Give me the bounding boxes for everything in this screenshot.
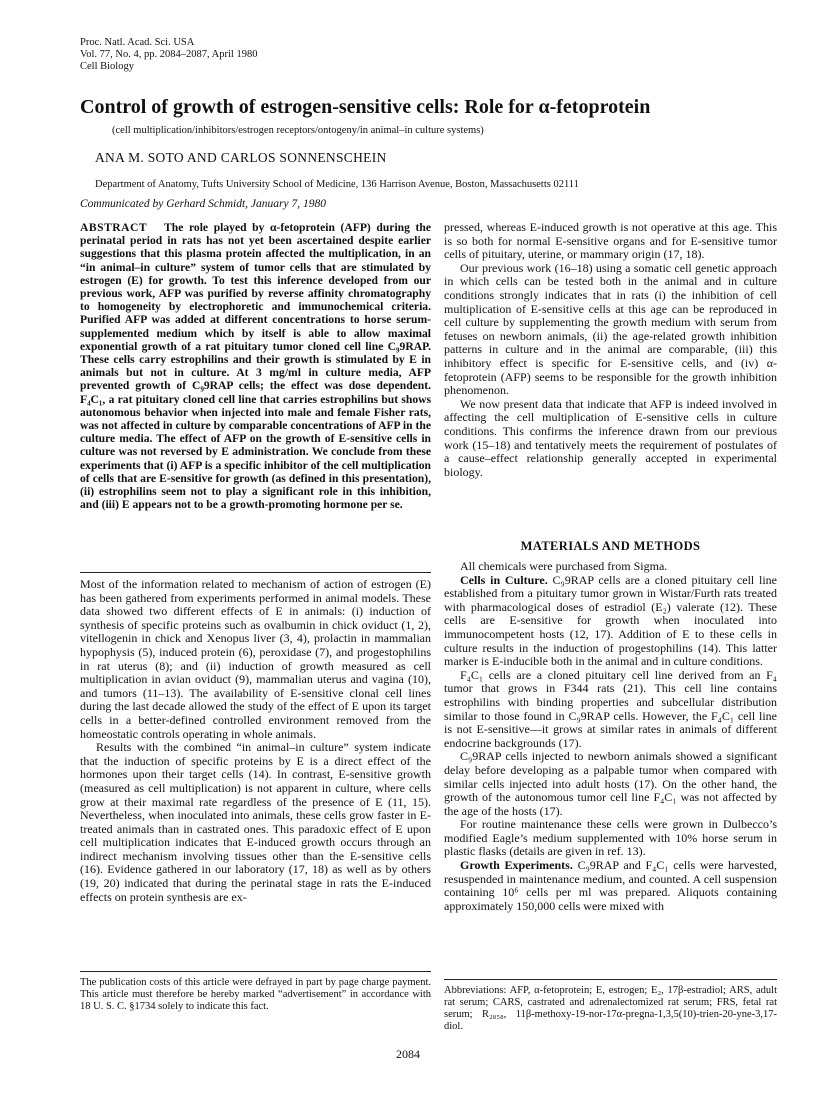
- abstract-label: ABSTRACT: [80, 221, 148, 234]
- journal-header: [80, 37, 257, 73]
- journal-name: Proc. Natl. Acad. Sci. USA: [80, 37, 195, 48]
- keywords: (cell multiplication/inhibitors/estrogen receptors/ontogeny/in animal–in culture systems): [112, 125, 484, 136]
- publication-cost-footnote: The publication costs of this article were defrayed in part by page charge payment. This article must therefore be hereby marked “advertisement” in accordance with 18 U. S. C. §1734 solely to indicate this fact.: [80, 977, 431, 1012]
- abstract: [80, 221, 431, 511]
- intro-paragraph-4: Our previous work (16–18) using a somatic cell genetic approach in which cells can be tested both in the animal and in culture conditions strongly indicates that in rats (i) the inhibition of cell multiplication of E-sensitive cells at this age can be reproduced in cell culture by supplementing the growth medium with serum from fetuses on newborn animals, (ii) the age-related growth inhibition patterns in culture and in the animal are comparable, (iii) this inhibitory effect is specific for E-sensitive cells, and (iv) α-fetoprotein (AFP) seems to be responsible for the growth inhibition phenomenon.: [444, 260, 777, 398]
- footnote-divider: [80, 971, 431, 972]
- communicated-by: Communicated by Gerhard Schmidt, January 7, 1980: [80, 198, 326, 210]
- subsection-heading: Growth Experiments.: [460, 858, 573, 873]
- methods-paragraph: For routine maintenance these cells were grown in Dulbecco’s modified Eagle’s medium supplemented with 10% horse serum in plastic flasks (details are given in ref. 13).: [444, 817, 777, 859]
- methods-section: [444, 560, 777, 913]
- methods-paragraph: All chemicals were purchased from Sigma.: [460, 559, 668, 573]
- affiliation: Department of Anatomy, Tufts University School of Medicine, 136 Harrison Avenue, Boston, Massachusetts 02111: [95, 179, 579, 190]
- abstract-text: The role played by α-fetoprotein (AFP) during the perinatal period in rats has not yet been ascertained despite earlier suggestions that this plasma protein affected the multiplication, in an “in animal–in culture” system of tumor cells that are stimulated by estrogen (E) for growth. To test this inference developed from our previous work, AFP was purified by reverse affinity chromatography to homogeneity by electrophoretic and immunochemical criteria. Purified AFP was added at different concentrations to horse serum-supplemented medium which by itself is able to allow maximal exponential growth of a rat pituitary tumor cloned cell line C₉9RAP. These cells carry estrophilins and their growth is stimulated by E in animals but not in culture. At 3 mg/ml in culture media, AFP prevented growth of C₉9RAP cells; the effect was dose dependent. F₄C₁, a rat pituitary cloned cell line that carries estrophilins but shows autonomous behavior when injected into male and female Fisher rats, was not affected in culture by comparable concentrations of AFP in the culture media. The effect of AFP on the growth of E-sensitive cells in culture was not reversed by E administration. We conclude from these experiments that (i) AFP is a specific inhibitor of the cell multiplication of cells that are E-sensitive for growth (as defined in this presentation), (ii) estrophilins seem not to play a significant role in this inhibition, and (iii) E appears not to be a growth-promoting hormone per se.: [80, 221, 431, 512]
- article-title: Control of growth of estrogen-sensitive cells: Role for α-fetoprotein: [80, 96, 651, 118]
- section-heading: MATERIALS AND METHODS: [520, 539, 701, 553]
- intro-paragraph-1: Most of the information related to mechanism of action of estrogen (E) has been gathered from experiments performed in animal models. These data showed two different effects of E in animals: (i) induction of synthesis of specific proteins such as ovalbumin in chick oviduct (1, 2), vitellogenin in chick and Xenopus liver (3, 4), prolactin in mammalian hypophysis (5), induced protein (6), peroxidase (7), and progestophilins in rat uterus (8); and (ii) induction of growth measured as cell multiplication in avian oviduct (9), mammalian uterus and vagina (10), and tumors (11–13). The availability of E-sensitive clonal cell lines during the last decade allowed the study of the effect of E upon its target cells in a better-defined controlled environment removed from the homeostatic controls operating in whole animals.: [80, 577, 431, 741]
- methods-paragraph: C₉9RAP cells injected to newborn animals showed a significant delay before developing as a palpable tumor when compared with similar cells injected into adult hosts (17). On the other hand, the growth of the autonomous tumor cell line F₄C₁ was not affected by the age of the hosts (17).: [444, 749, 777, 818]
- footnote-divider: [444, 979, 777, 980]
- methods-paragraph: F₄C₁ cells are a cloned pituitary cell line derived from an F₄ tumor that grows in F344 rats (21). This cell line contains estrophilins with binding properties and subcellular distribution similar to those found in C₉9RAP cells. However, the F₄C₁ cell line is not E-sensitive—it grows at similar rates in animals of different endocrine backgrounds (17).: [444, 667, 777, 750]
- intro-paragraph-2: Results with the combined “in animal–in culture” system indicate that the induction of specific proteins by E is a direct effect of the hormones upon their target cells (14). In contrast, E-sensitive growth (measured as cell multiplication) is not apparent in culture, where cells grow at their maximal rate regardless of the presence of E (11, 15). Nevertheless, when inoculated into animals, these cells grow faster in E-treated animals than in castrated ones. This paradoxic effect of E upon cell multiplication indicates that E-induced growth occurs through an indirect mechanism involving tissues other than the E-sensitive cells (16). Evidence gathered in our laboratory (17, 18) as well as by others (19, 20) indicated that during the perinatal stage in rats the E-induced effects on protein synthesis are ex-: [80, 740, 431, 904]
- journal-section: Cell Biology: [80, 61, 134, 72]
- abstract-divider: [80, 572, 431, 573]
- introduction: [80, 578, 431, 904]
- intro-paragraph-5: We now present data that indicate that AFP is indeed involved in affecting the cell multiplication of E-sensitive cells in culture conditions. This confirms the inference drawn from our previous work (15–18) and tentatively meets the requirement of postulates of a cause–effect relationship generally accepted in experimental biology.: [444, 396, 777, 479]
- abbreviations-footnote: Abbreviations: AFP, α-fetoprotein; E, estrogen; E₂, 17β-estradiol; ARS, adult rat serum; CARS, castrated and adrenalectomized rat serum; FRS, fetal rat serum; R₂₈₅₈, 11β-methoxy-19-nor-17α-pregna-1,3,5(10)-trien-20-yne-3,17-diol.: [444, 985, 777, 1032]
- methods-paragraph: Growth Experiments. C₉9RAP and F₄C₁ cells were harvested, resuspended in maintenance medium, and counted. A cell suspension containing 10⁶ cells per ml was prepared. Aliquots containing approximately 150,000 cells were mixed with: [444, 858, 777, 913]
- subsection-heading: Cells in Culture.: [460, 572, 548, 587]
- methods-paragraph: Cells in Culture. C₉9RAP cells are a cloned pituitary cell line established from a pituitary tumor grown in Wistar/Furth rats treated with pharmacological doses of estradiol (E₂) valerate (12). These cells are E-sensitive for growth when inoculated into immunocompetent hosts (12, 17). Addition of E to these cells in culture results in the induction of progestophilins (14). This latter marker is E-inducible both in the animal and in culture conditions.: [444, 572, 778, 669]
- introduction-continued: [444, 221, 777, 479]
- intro-paragraph-3: pressed, whereas E-induced growth is not operative at this age. This is so both for normal E-sensitive organs and for E-sensitive tumor cells of pituitary, uterine, or mammary origin (17, 18).: [444, 220, 777, 262]
- journal-volume: Vol. 77, No. 4, pp. 2084–2087, April 1980: [80, 49, 258, 60]
- authors: ANA M. SOTO AND CARLOS SONNENSCHEIN: [95, 150, 387, 165]
- page-number: 2084: [396, 1047, 420, 1061]
